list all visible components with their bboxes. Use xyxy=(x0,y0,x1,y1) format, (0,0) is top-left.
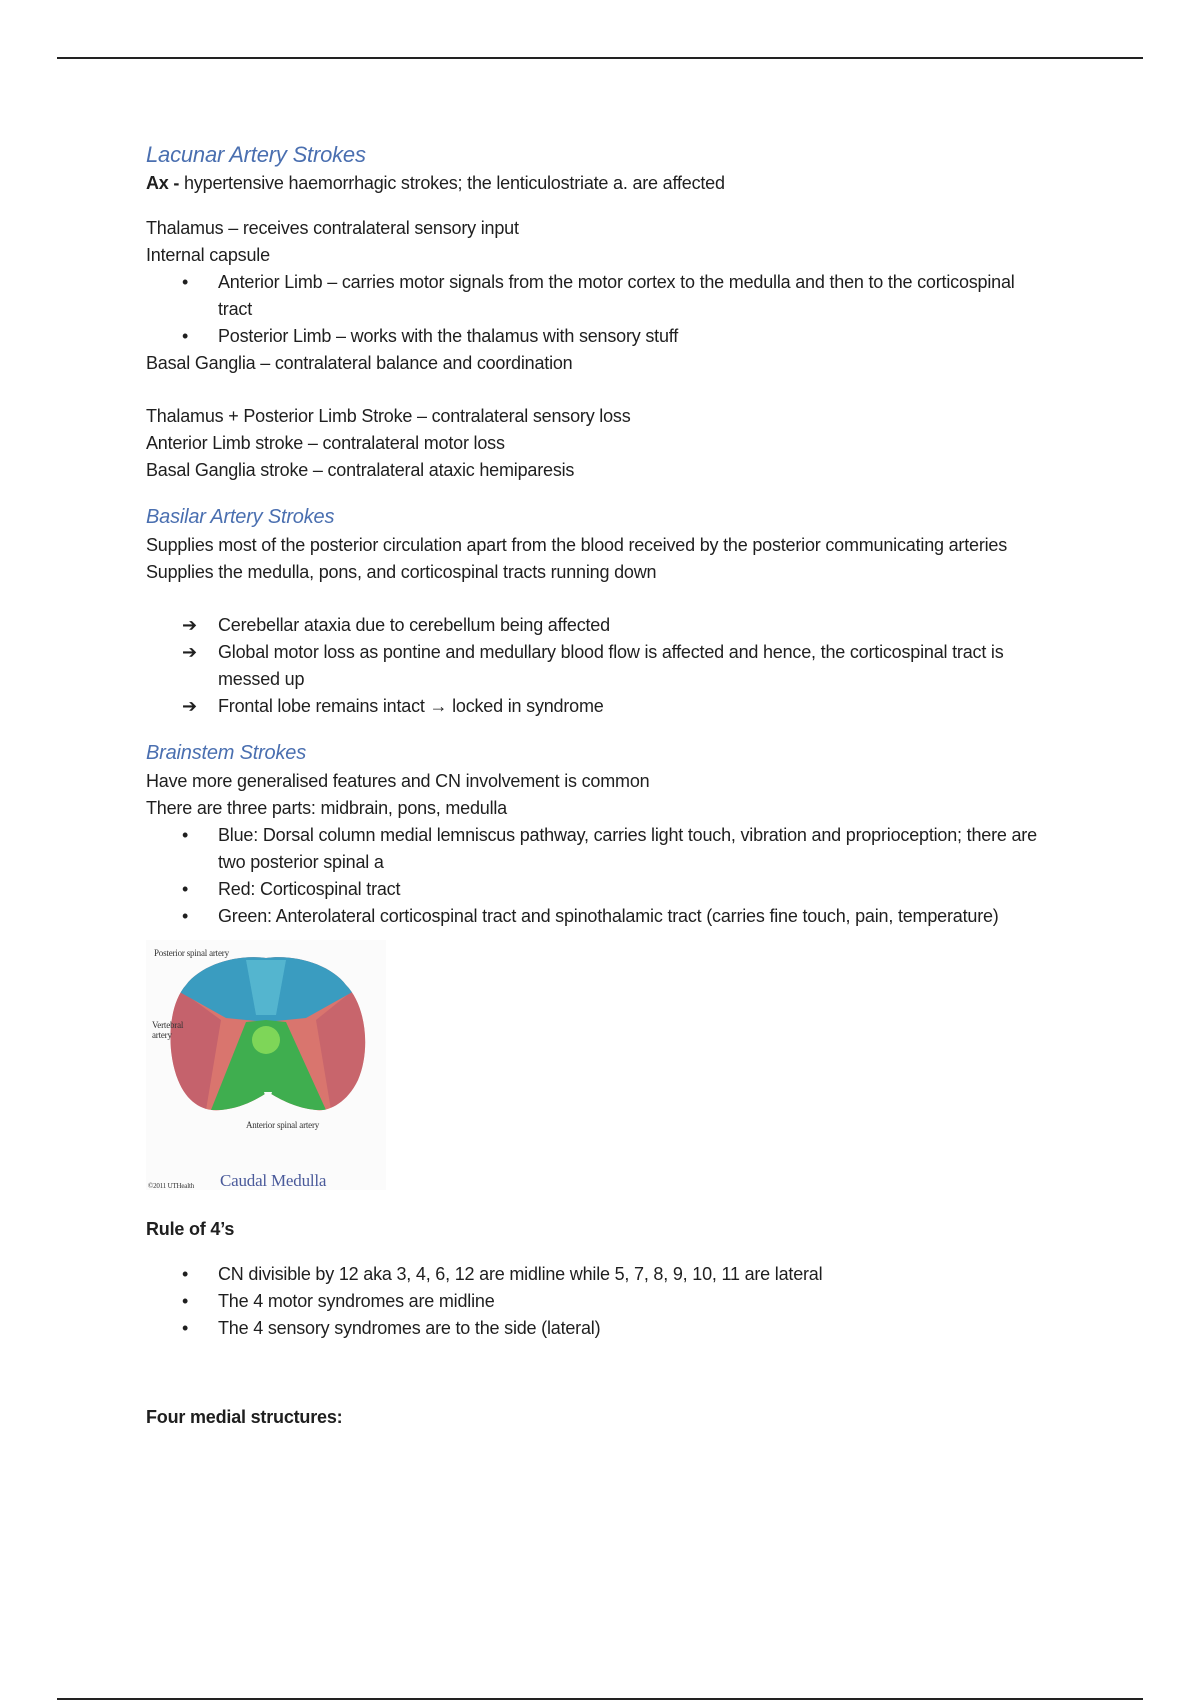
heading-brainstem-strokes: Brainstem Strokes xyxy=(146,742,306,764)
ax-label: Ax - xyxy=(146,173,180,193)
label-vertebral-artery: Vertebral artery xyxy=(152,1020,184,1040)
medulla-diagram-icon xyxy=(146,940,386,1170)
list-item: • Green: Anterolateral corticospinal tract and spinothalamic tract (carries fine touch, pain, temperature) xyxy=(146,903,1046,930)
document-body xyxy=(146,140,1046,1431)
basilar-line: Supplies most of the posterior circulation apart from the blood received by the posterior communicating arteries xyxy=(146,535,1008,555)
arrow-right-icon: ➔ xyxy=(182,615,197,635)
arrow-right-icon: ➔ xyxy=(182,696,197,716)
stroke-line: Basal Ganglia stroke – contralateral ataxic hemiparesis xyxy=(146,460,575,480)
basilar-arrow-list xyxy=(146,612,1046,720)
list-item: • The 4 sensory syndromes are to the side (lateral) xyxy=(146,1315,1046,1342)
bullet-icon: • xyxy=(182,906,189,926)
list-item: • Posterior Limb – works with the thalamus with sensory stuff xyxy=(146,323,1046,350)
label-posterior-spinal-artery: Posterior spinal artery xyxy=(154,948,229,958)
label-anterior-spinal-artery: Anterior spinal artery xyxy=(246,1120,320,1130)
basal-ganglia-line: Basal Ganglia – contralateral balance and coordination xyxy=(146,353,573,373)
list-item: • Red: Corticospinal tract xyxy=(146,876,1046,903)
heading-rule-of-4s: Rule of 4’s xyxy=(146,1219,235,1239)
bullet-icon: • xyxy=(182,326,189,346)
arrow-right-icon: ➔ xyxy=(182,642,197,662)
ax-text: hypertensive haemorrhagic strokes; the lenticulostriate a. are affected xyxy=(179,173,725,193)
internal-capsule-list xyxy=(146,269,1046,350)
figure-caption: Caudal Medulla xyxy=(220,1171,327,1190)
bullet-icon: • xyxy=(182,879,189,899)
brainstem-line: There are three parts: midbrain, pons, medulla xyxy=(146,798,507,818)
bullet-icon: • xyxy=(182,1318,189,1338)
brainstem-color-list xyxy=(146,822,1046,930)
heading-basilar-artery-strokes: Basilar Artery Strokes xyxy=(146,506,335,528)
rule-of-4s-list xyxy=(146,1261,1046,1342)
list-item: ➔ Frontal lobe remains intact → locked in syndrome xyxy=(146,693,1046,720)
brainstem-line: Have more generalised features and CN involvement is common xyxy=(146,771,650,791)
list-item: ➔ Global motor loss as pontine and medullary blood flow is affected and hence, the corticospinal tract is messed up xyxy=(146,639,1046,693)
heading-lacunar-artery-strokes: Lacunar Artery Strokes xyxy=(146,142,366,167)
list-item: • CN divisible by 12 aka 3, 4, 6, 12 are midline while 5, 7, 8, 9, 10, 11 are lateral xyxy=(146,1261,1046,1288)
list-item: • Anterior Limb – carries motor signals from the motor cortex to the medulla and then to the corticospinal tract xyxy=(146,269,1046,323)
top-border-rule xyxy=(57,57,1143,59)
list-item: • The 4 motor syndromes are midline xyxy=(146,1288,1046,1315)
bullet-icon: • xyxy=(182,1264,189,1284)
ax-line xyxy=(146,170,1046,197)
stroke-line: Thalamus + Posterior Limb Stroke – contralateral sensory loss xyxy=(146,406,631,426)
caudal-medulla-figure xyxy=(146,940,386,1190)
bullet-icon: • xyxy=(182,272,189,292)
bullet-icon: • xyxy=(182,1291,189,1311)
heading-four-medial-structures: Four medial structures: xyxy=(146,1407,343,1427)
stroke-line: Anterior Limb stroke – contralateral motor loss xyxy=(146,433,505,453)
thalamus-line: Thalamus – receives contralateral sensory input xyxy=(146,218,519,238)
figure-copyright: ©2011 UTHealth xyxy=(148,1182,194,1190)
bullet-icon: • xyxy=(182,825,189,845)
list-item: • Blue: Dorsal column medial lemniscus pathway, carries light touch, vibration and proprioception; there are two posterior spinal a xyxy=(146,822,1046,876)
list-item: ➔ Cerebellar ataxia due to cerebellum being affected xyxy=(146,612,1046,639)
internal-capsule-line: Internal capsule xyxy=(146,245,270,265)
basilar-line: Supplies the medulla, pons, and corticospinal tracts running down xyxy=(146,562,657,582)
